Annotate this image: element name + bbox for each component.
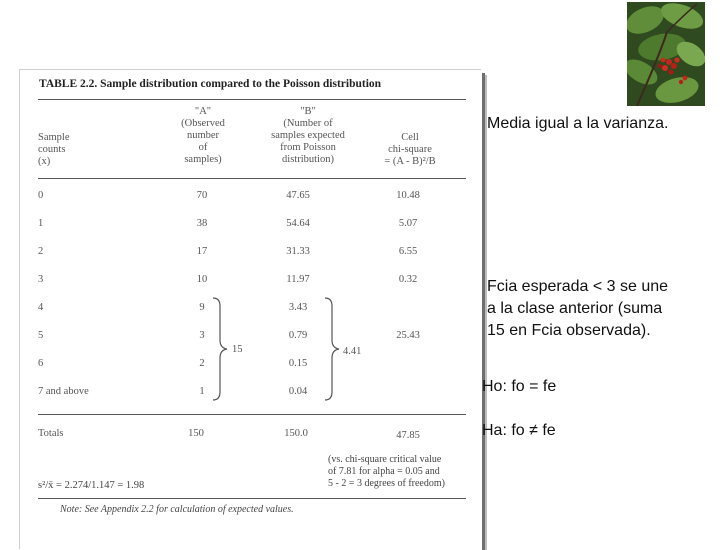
row-a: 1 — [199, 386, 205, 397]
row-a: 3 — [199, 330, 205, 341]
row-b: 54.64 — [286, 218, 310, 229]
row-x: 6 — [38, 358, 44, 369]
header-expected: "B" (Number of samples expected from Poisson distribution) — [271, 106, 345, 165]
row-x: 5 — [38, 330, 44, 341]
expected-frequency-text: Fcia esperada < 3 se une a la clase anterior (suma 15 en Fcia observada). — [487, 278, 669, 339]
row-b: 47.65 — [286, 190, 310, 201]
row-chi: 10.48 — [396, 190, 420, 201]
group-sum-expected: 4.41 — [343, 346, 362, 357]
critical-value-note: (vs. chi-square critical value of 7.81 for alpha = 0.05 and 5 - 2 = 3 degrees of freedom) — [328, 454, 445, 489]
row-x: 3 — [38, 274, 44, 285]
variance-ratio: s²/x̄ = 2.274/1.147 = 1.98 — [38, 480, 145, 491]
totals-chi: 47.85 — [396, 430, 420, 441]
row-a: 2 — [199, 358, 205, 369]
row-chi: 6.55 — [398, 246, 418, 257]
row-b: 3.43 — [288, 302, 308, 313]
row-chi: 0.32 — [398, 274, 418, 285]
brace-observed — [210, 296, 230, 402]
mean-variance-text: Media igual a la varianza. — [487, 115, 669, 132]
group-sum-observed: 15 — [232, 344, 243, 355]
row-b: 31.33 — [286, 246, 310, 257]
totals-expected: 150.0 — [284, 428, 308, 439]
row-b: 0.04 — [288, 386, 308, 397]
header-observed: "A" (Observed number of samples) — [181, 106, 225, 165]
header-sample-counts: Sample counts (x) — [38, 132, 70, 167]
top-rule — [38, 99, 466, 100]
plant-photo — [627, 2, 705, 106]
brace-expected — [322, 296, 342, 402]
footnote: Note: See Appendix 2.2 for calculation of expected values. — [60, 504, 294, 515]
row-chi: 25.43 — [396, 330, 420, 341]
header-chi-square: Cell chi-square = (A - B)²/B — [384, 132, 436, 167]
table-sheet — [20, 70, 482, 550]
row-x: 4 — [38, 302, 44, 313]
alt-hypothesis: Ha: fo ≠ fe — [482, 422, 556, 439]
row-a: 10 — [196, 274, 208, 285]
row-x: 2 — [38, 246, 44, 257]
row-a: 9 — [199, 302, 205, 313]
bottom-rule — [38, 498, 466, 499]
row-chi: 5.07 — [398, 218, 418, 229]
totals-label: Totals — [38, 428, 64, 439]
row-x: 1 — [38, 218, 44, 229]
row-b: 0.79 — [288, 330, 308, 341]
null-hypothesis: Ho: fo = fe — [482, 378, 557, 395]
row-a: 70 — [196, 190, 208, 201]
row-b: 0.15 — [288, 358, 308, 369]
totals-rule — [38, 414, 466, 415]
row-a: 17 — [196, 246, 208, 257]
totals-observed: 150 — [188, 428, 204, 439]
row-x: 7 and above — [38, 386, 89, 397]
row-a: 38 — [196, 218, 208, 229]
row-x: 0 — [38, 190, 44, 201]
row-b: 11.97 — [286, 274, 310, 285]
header-rule — [38, 178, 466, 179]
table-title: TABLE 2.2. Sample distribution compared to the Poisson distribution — [39, 78, 382, 90]
